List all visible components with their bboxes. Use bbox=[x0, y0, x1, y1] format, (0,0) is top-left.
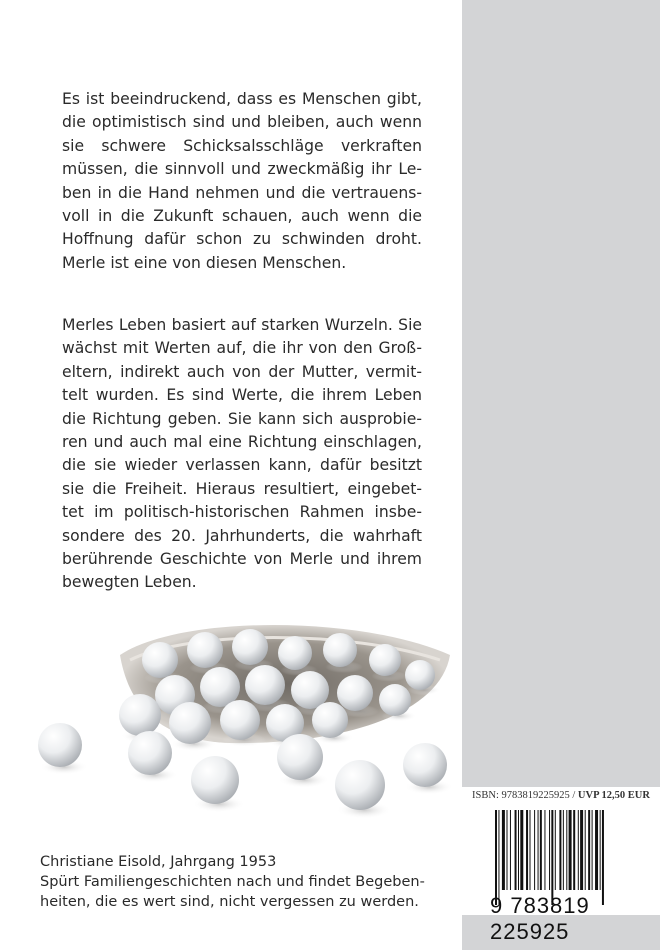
barcode-bar bbox=[534, 810, 535, 890]
barcode-bar bbox=[540, 810, 542, 890]
blurb-paragraph-2 bbox=[62, 314, 422, 595]
text-line: die sie wieder verlassen kann, dafür besitzt bbox=[62, 456, 422, 475]
text-line: die optimistisch sind und bleiben, auch wenn bbox=[62, 113, 422, 132]
text-line: bewegten Leben. bbox=[62, 573, 197, 592]
text-line: sie schwere Schicksalsschläge verkraften bbox=[62, 136, 422, 155]
pearl bbox=[169, 702, 211, 744]
pearl bbox=[220, 700, 260, 740]
pearl bbox=[128, 731, 172, 775]
barcode-bar bbox=[530, 810, 531, 890]
text-line: tet im politisch-historischen Rahmen insbe- bbox=[62, 503, 422, 522]
barcode-bar bbox=[495, 810, 497, 905]
blurb-paragraph-1 bbox=[62, 88, 422, 275]
text-line: sie die Freiheit. Hieraus resultiert, eingebet- bbox=[62, 479, 422, 498]
isbn-label: ISBN: 9783819225925 / bbox=[472, 790, 578, 801]
barcode-number: 9 783819 225925 bbox=[490, 893, 590, 944]
barcode-bar bbox=[602, 810, 604, 905]
barcode-bar bbox=[595, 810, 598, 890]
barcode-bar bbox=[578, 810, 579, 890]
barcode-bar bbox=[544, 810, 545, 890]
pearl bbox=[335, 760, 385, 810]
barcode-bar bbox=[573, 810, 575, 890]
barcode-bar bbox=[600, 810, 601, 890]
text-line: ren und auch mal eine Richtung einschlagen, bbox=[62, 433, 422, 452]
barcode-bar bbox=[520, 810, 523, 890]
barcode-bar bbox=[580, 810, 583, 890]
barcode-bar bbox=[566, 810, 567, 890]
pearl bbox=[245, 665, 285, 705]
text-line: Merle ist eine von diesen Menschen. bbox=[62, 253, 347, 272]
barcode-bar bbox=[518, 810, 519, 890]
pearl bbox=[379, 684, 411, 716]
barcode bbox=[495, 810, 630, 905]
pearl bbox=[277, 734, 323, 780]
barcode-bar bbox=[585, 810, 586, 890]
text-line: müssen, die sinnvoll und zweckmäßig ihr Le- bbox=[62, 160, 422, 179]
text-line: Merles Leben basiert auf starken Wurzeln. Sie bbox=[62, 316, 422, 334]
text-line: sondere des 20. Jahrhunderts, die wahrhaft bbox=[62, 526, 422, 545]
pearl bbox=[232, 629, 268, 665]
barcode-bar bbox=[569, 810, 572, 890]
pearl bbox=[337, 675, 373, 711]
price-label: UVP 12,50 EUR bbox=[577, 790, 650, 801]
barcode-bar bbox=[555, 810, 556, 890]
pearl bbox=[323, 633, 357, 667]
text-line: eltern, indirekt auch von der Mutter, vermit- bbox=[62, 362, 422, 381]
pearl bbox=[142, 642, 178, 678]
barcode-bar bbox=[515, 810, 517, 890]
barcode-bar bbox=[507, 810, 508, 890]
barcode-bar bbox=[538, 810, 539, 890]
barcode-bar bbox=[498, 810, 499, 905]
barcode-bar bbox=[502, 810, 505, 890]
text-line: Spürt Familiengeschichten nach und findet Begeben- bbox=[40, 874, 425, 890]
text-line: voll in die Zukunft schauen, auch wenn die bbox=[62, 207, 422, 226]
pearl bbox=[38, 723, 82, 767]
barcode-bar bbox=[510, 810, 511, 890]
barcode-bar bbox=[526, 810, 528, 890]
text-line: telt wurden. Es sind Werte, die ihrem Leben bbox=[62, 386, 422, 405]
pearl bbox=[191, 756, 239, 804]
pearl bbox=[187, 632, 223, 668]
pearl bbox=[119, 694, 161, 736]
barcode-bar bbox=[563, 810, 564, 890]
text-line: berührende Geschichte von Merle und ihrem bbox=[62, 550, 422, 569]
text-line: Es ist beeindruckend, dass es Menschen gibt, bbox=[62, 90, 422, 108]
author-bio bbox=[40, 852, 425, 912]
pearl bbox=[405, 660, 435, 690]
barcode-bar bbox=[592, 810, 593, 890]
text-line: ben in die Hand nehmen und die vertrauens- bbox=[62, 183, 422, 202]
barcode-bar bbox=[549, 810, 550, 890]
text-line: heiten, die es wert sind, nicht vergessen zu werden. bbox=[40, 894, 419, 910]
pearl bbox=[312, 702, 348, 738]
pearl bbox=[369, 644, 401, 676]
barcode-bar bbox=[559, 810, 561, 890]
text-line: die Richtung geben. Sie kann sich ausprobie- bbox=[62, 409, 422, 428]
isbn-price-line bbox=[462, 787, 660, 805]
pearl bbox=[278, 636, 312, 670]
pearl bbox=[403, 743, 447, 787]
text-line: wächst mit Werten auf, die ihr von den Groß- bbox=[62, 339, 422, 358]
barcode-bar bbox=[588, 810, 590, 890]
text-line: Hoffnung dafür schon zu schwinden droht. bbox=[62, 230, 422, 249]
text-line: Christiane Eisold, Jahrgang 1953 bbox=[40, 854, 277, 870]
barcode-bar bbox=[551, 810, 553, 905]
pearl-oyster-image bbox=[0, 605, 460, 825]
